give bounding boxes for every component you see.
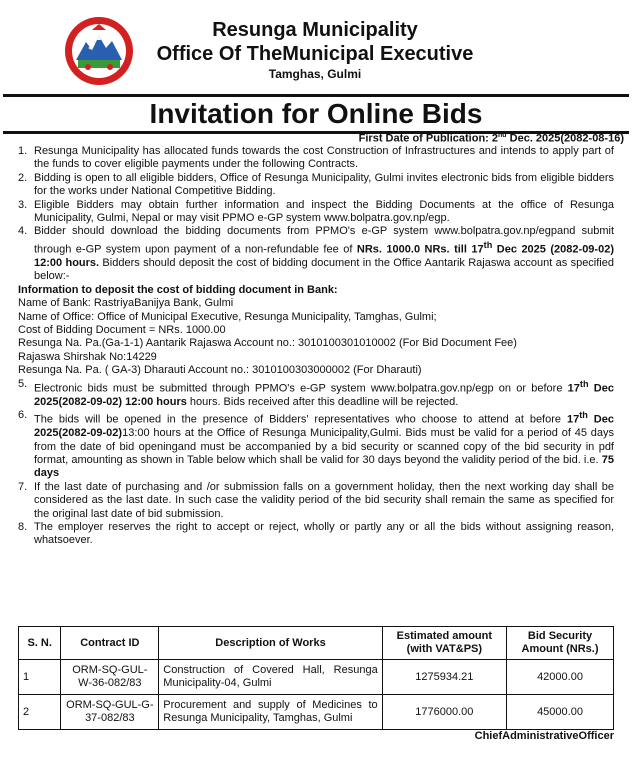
table-cell: Procurement and supply of Medicines to Resunga Municipality, Tamghas, Gulmi xyxy=(159,695,382,730)
clause-text: Resunga Municipality has allocated funds towards the cost Construction of Infrastructures and intends to apply part of the funds to cover eligible payments under the following Contracts. xyxy=(34,145,614,171)
clause-sup: th xyxy=(483,239,493,250)
clause-text: The bids will be opened in the presence of Bidders' representatives who choose to attend at before xyxy=(34,413,567,426)
clause-sup: th xyxy=(579,378,589,389)
clause-text: Bidder should download the bidding documents from PPMO's e-GP system www.bolpatra.gov.np/egpand submit through e-GP system upon payment of a non-refundable fee of xyxy=(34,225,614,256)
notice-title: Invitation for Online Bids xyxy=(3,94,629,134)
clause-text: Electronic bids must be submitted through PPMO's e-GP system www.bolpatra.gov.np/egp on or before xyxy=(34,382,568,395)
clause-2 xyxy=(18,172,614,199)
clause-7 xyxy=(18,481,614,521)
bank-info xyxy=(18,284,614,378)
clause-number: 7. xyxy=(18,480,28,493)
table-cell: 1 xyxy=(19,660,61,695)
clause-4 xyxy=(18,225,614,283)
bank-info-title: Information to deposit the cost of bidding document in Bank: xyxy=(18,283,338,296)
clause-sup: th xyxy=(579,410,588,421)
bank-line: Resunga Na. Pa.(Ga-1-1) Aantarik Rajaswa Account no.: 3010100301010002 (For Bid Document Fee) xyxy=(18,337,517,350)
clause-3 xyxy=(18,199,614,226)
table-cell: 45000.00 xyxy=(507,695,614,730)
office-location: Tamghas, Gulmi xyxy=(268,67,362,81)
header-text xyxy=(130,18,500,82)
publication-date-sup: nd xyxy=(498,132,507,139)
bank-line: Cost of Bidding Document = NRs. 1000.00 xyxy=(18,323,226,336)
clause-emphasis: 17 xyxy=(566,413,580,426)
clause-number: 8. xyxy=(18,520,28,533)
publication-date-suffix: Dec. 2025(2082-08-16) xyxy=(506,132,624,145)
bank-line: Rajaswa Shirshak No:14229 xyxy=(18,350,157,363)
bids-table xyxy=(18,626,614,730)
clause-text: Bidding is open to all eligible bidders, Office of Resunga Municipality, Gulmi invites electronic bids from eligible bidders for the works under National Competitive Bidding. xyxy=(34,171,614,198)
table-cell: ORM-SQ-GUL-W-36-082/83 xyxy=(61,660,159,695)
table-row xyxy=(19,695,614,730)
table-header-row xyxy=(19,627,614,660)
clause-text: Eligible Bidders may obtain further information and inspect the Bidding Documents at the office of Resunga Municipality, Gulmi, Nepal or may visit PPMO e-GP system www.bolpatra.gov.np/egp. xyxy=(34,198,614,225)
bank-line: Resunga Na. Pa. ( GA-3) Dharauti Account no.: 3010100303000002 (For Dharauti) xyxy=(18,364,422,377)
bank-line: Name of Office: Office of Municipal Executive, Resunga Municipality, Tamghas, Gulmi; xyxy=(18,310,437,323)
column-header: Estimated amount (with VAT&PS) xyxy=(382,627,506,660)
publication-date-prefix: First Date of Publication: 2 xyxy=(358,132,499,145)
table-cell: 2 xyxy=(19,695,61,730)
clause-number: 6. xyxy=(18,409,28,422)
clause-number: 3. xyxy=(18,198,28,211)
clause-emphasis: Dec 2025 (2082-09-02) 12:00 hours. xyxy=(34,243,614,269)
signoff: ChiefAdministrativeOfficer xyxy=(474,730,614,742)
clause-5 xyxy=(18,378,614,409)
clause-emphasis: 75 days xyxy=(34,453,614,480)
clause-1 xyxy=(18,145,614,172)
column-header: Contract ID xyxy=(61,627,159,660)
office-name: Office Of TheMunicipal Executive xyxy=(156,43,474,65)
clause-text: If the last date of purchasing and /or submission falls on a government holiday, then the next working day shall be considered as the last date. In such case the validity period of the bid security shall remain the same as specified for the original last date of bid submission. xyxy=(34,480,614,520)
publication-date xyxy=(359,132,624,145)
table-row xyxy=(19,660,614,695)
table-cell: ORM-SQ-GUL-G-37-082/83 xyxy=(61,695,159,730)
clause-text: The employer reserves the right to accept or reject, wholly or partly any or all the bids without assigning reason, whatsoever. xyxy=(34,520,614,547)
table-cell: Construction of Covered Hall, Resunga Municipality-04, Gulmi xyxy=(159,660,382,695)
table-cell: 1776000.00 xyxy=(382,695,506,730)
column-header: Bid Security Amount (NRs.) xyxy=(507,627,614,660)
clause-number: 4. xyxy=(18,225,28,238)
clause-emphasis: Dec 2025(2082-09-02) 12:00 hours xyxy=(34,382,614,408)
clause-emphasis: Dec 2025(2082-09-02) xyxy=(34,413,614,440)
municipality-name: Resunga Municipality xyxy=(212,19,418,41)
clause-text: 13:00 hours at the Office of Resunga Municipality,Gulmi. Bids must be valid for a period of 45 days from the date of bid openingand must be accompanied by a bid security or scanned copy of the bid security in pdf format, amounting as shown in Table below which shall be valid for 30 days beyond the validity period of the bid. i.e. xyxy=(34,427,614,466)
clause-number: 5. xyxy=(18,377,28,390)
clause-text: hours. Bids received after this deadline will be rejected. xyxy=(186,395,459,408)
notice-body xyxy=(18,145,614,548)
clause-text: Bidders should deposit the cost of bidding document in the Office Aantarik Rajaswa account as specified below:- xyxy=(34,256,614,283)
table-cell: 42000.00 xyxy=(507,660,614,695)
bank-line: Name of Bank: RastriyaBanijya Bank, Gulmi xyxy=(18,297,234,310)
clause-emphasis: NRs. 1000.0 NRs. till 17 xyxy=(356,243,484,256)
column-header: S. N. xyxy=(19,627,61,660)
clause-8 xyxy=(18,521,614,548)
clause-number: 2. xyxy=(18,171,28,184)
table-cell: 1275934.21 xyxy=(382,660,506,695)
municipality-emblem-icon xyxy=(62,14,136,88)
clause-number: 1. xyxy=(18,145,28,157)
column-header: Description of Works xyxy=(159,627,382,660)
clause-6 xyxy=(18,409,614,481)
clause-emphasis: 17 xyxy=(567,382,580,395)
notice-header xyxy=(0,0,634,88)
